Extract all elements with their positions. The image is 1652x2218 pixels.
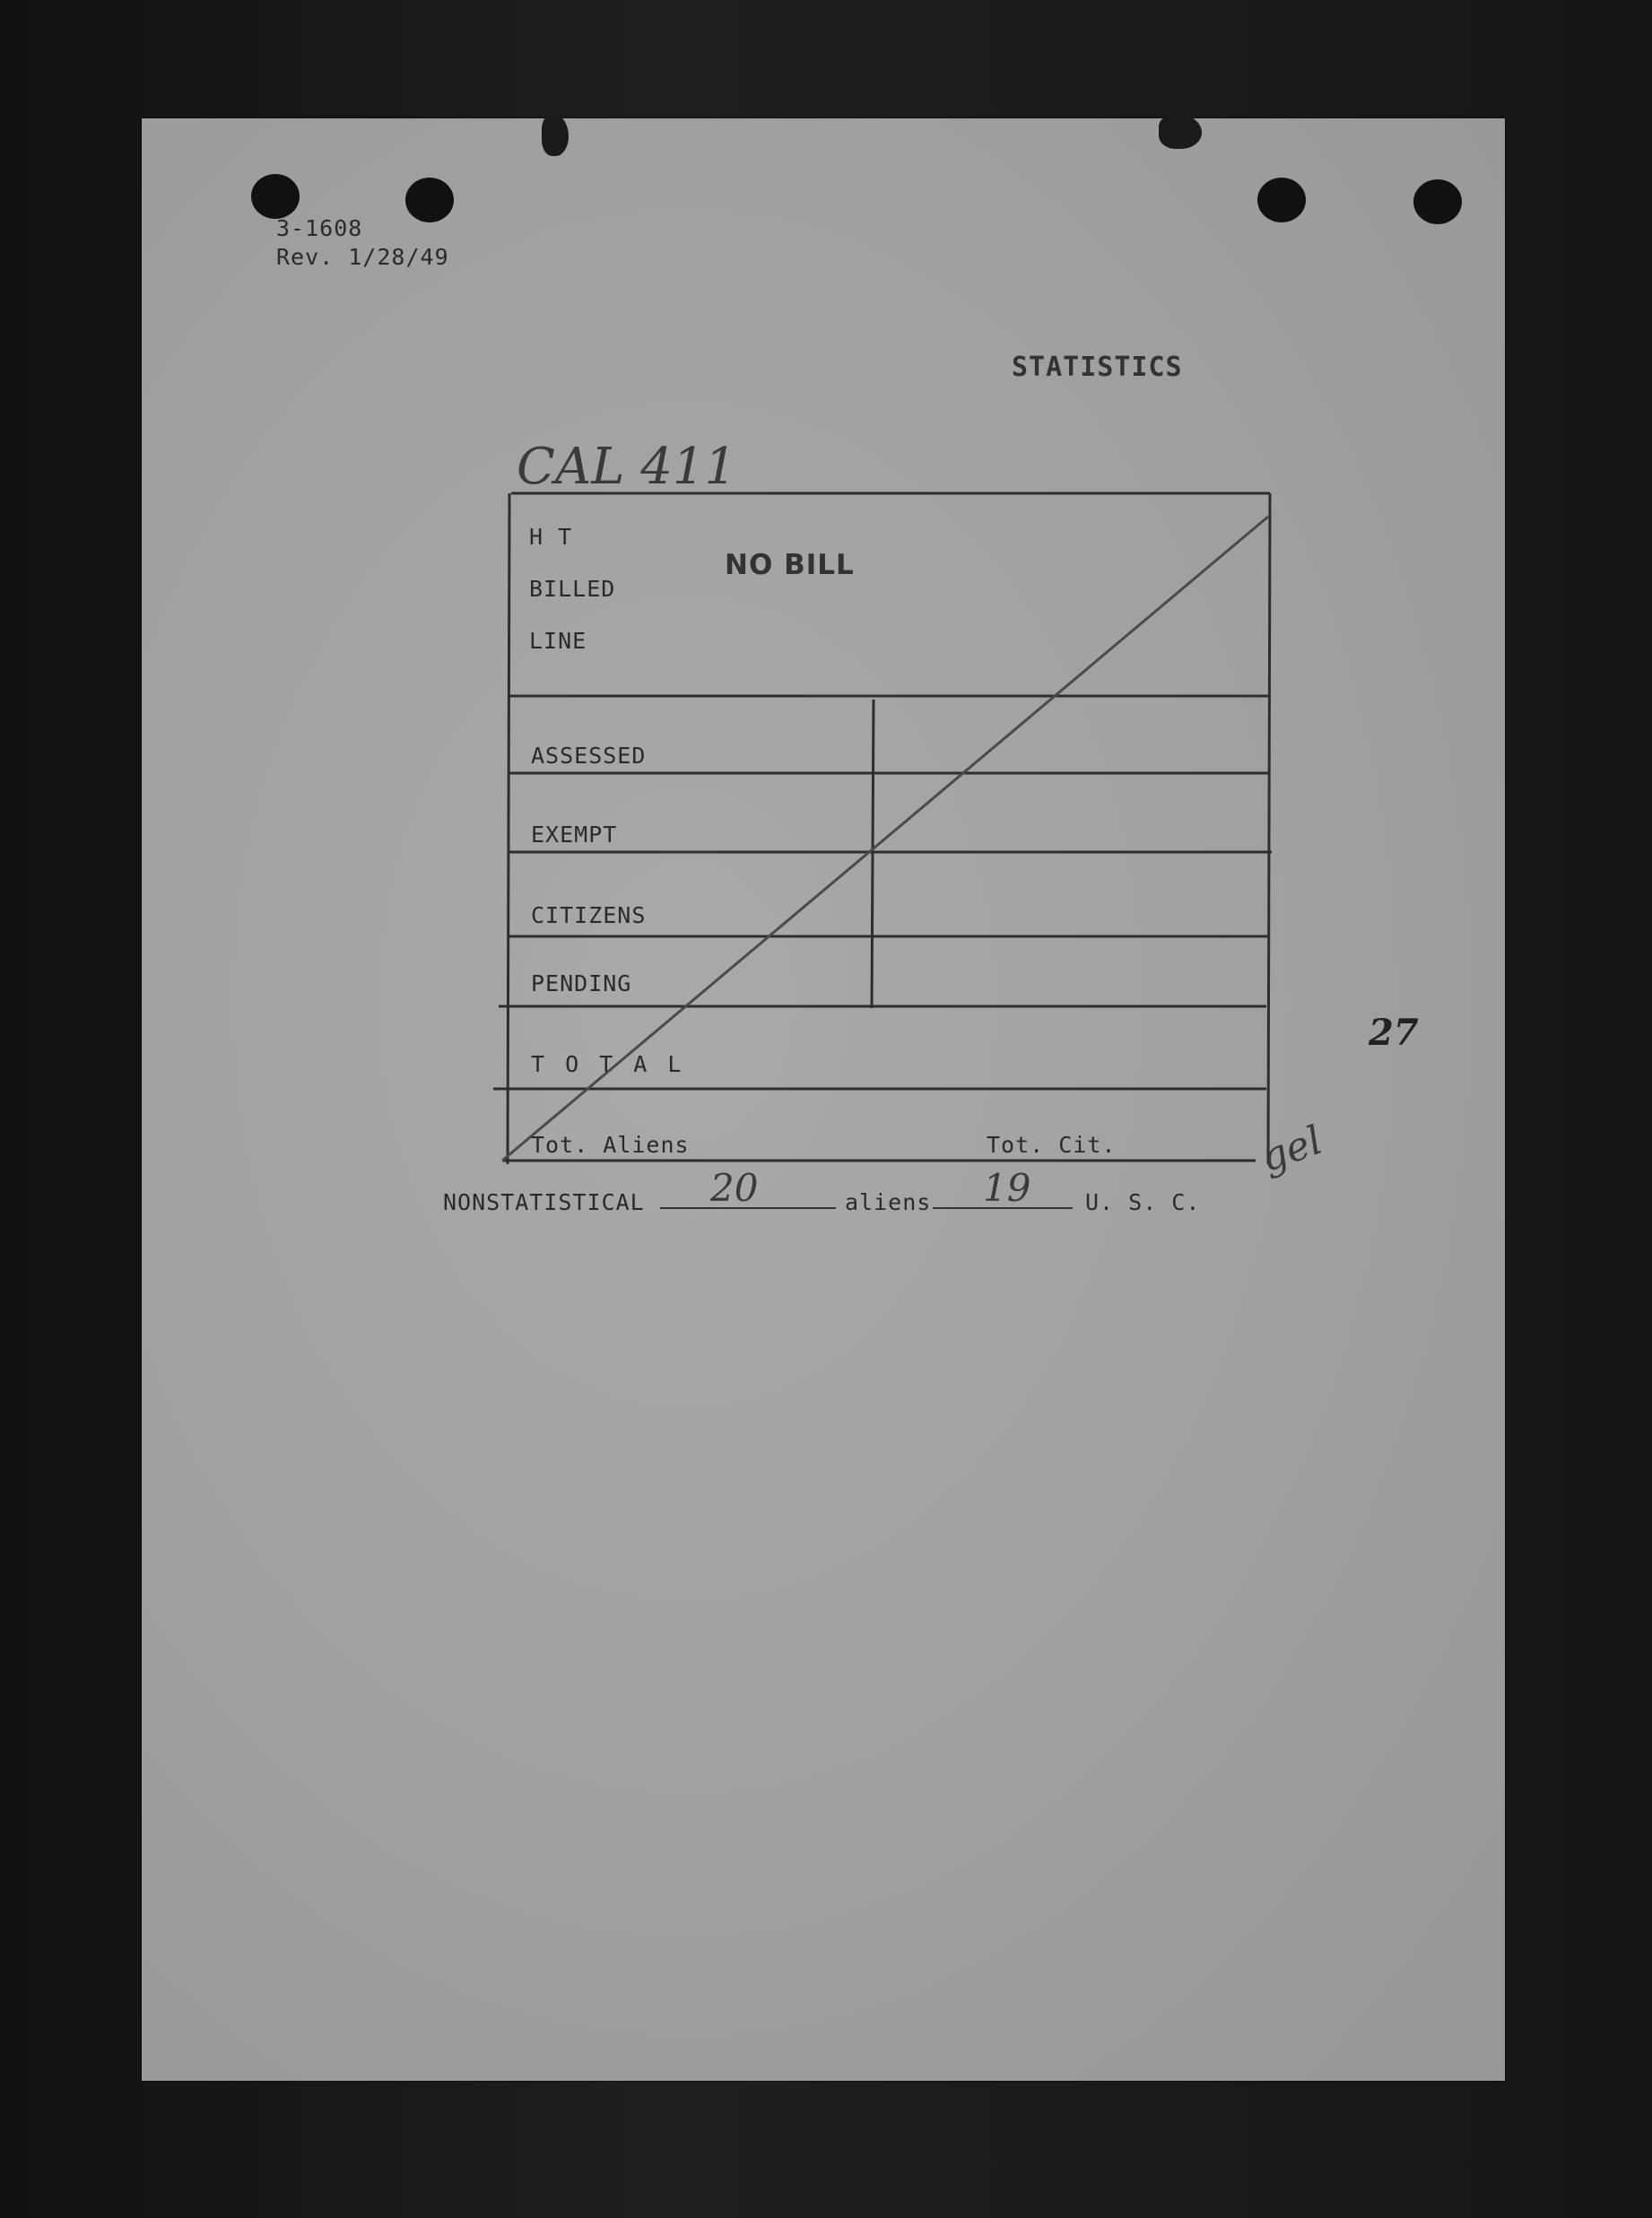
label-pending: PENDING xyxy=(531,970,632,996)
aliens-value: 20 xyxy=(710,1166,759,1210)
initials: gel xyxy=(1255,1117,1328,1182)
label-total: T O T A L xyxy=(531,1051,685,1077)
handwritten-header: CAL 411 xyxy=(517,438,737,496)
table-column-divider xyxy=(872,700,874,1008)
aliens-label: aliens xyxy=(845,1189,932,1215)
label-ht: H T xyxy=(529,524,573,550)
label-tot-cit: Tot. Cit. xyxy=(987,1132,1117,1158)
nonstatistical-label: NONSTATISTICAL xyxy=(443,1189,645,1215)
label-citizens: CITIZENS xyxy=(531,902,647,928)
no-bill-stamp: NO BILL xyxy=(725,549,855,581)
table-left-border xyxy=(508,493,509,1164)
label-line: LINE xyxy=(529,628,587,654)
usc-label: U. S. C. xyxy=(1085,1189,1201,1215)
label-assessed: ASSESSED xyxy=(531,743,647,769)
usc-value: 19 xyxy=(983,1166,1031,1210)
label-tot-aliens: Tot. Aliens xyxy=(531,1132,690,1158)
label-exempt: EXEMPT xyxy=(531,822,618,848)
page-number: 27 xyxy=(1369,1012,1419,1054)
label-billed: BILLED xyxy=(529,576,616,602)
form-revision: Rev. 1/28/49 xyxy=(276,244,449,270)
form-number: 3-1608 xyxy=(276,215,363,241)
statistics-stamp: STATISTICS xyxy=(1012,352,1183,383)
table-right-border xyxy=(1268,493,1270,1164)
